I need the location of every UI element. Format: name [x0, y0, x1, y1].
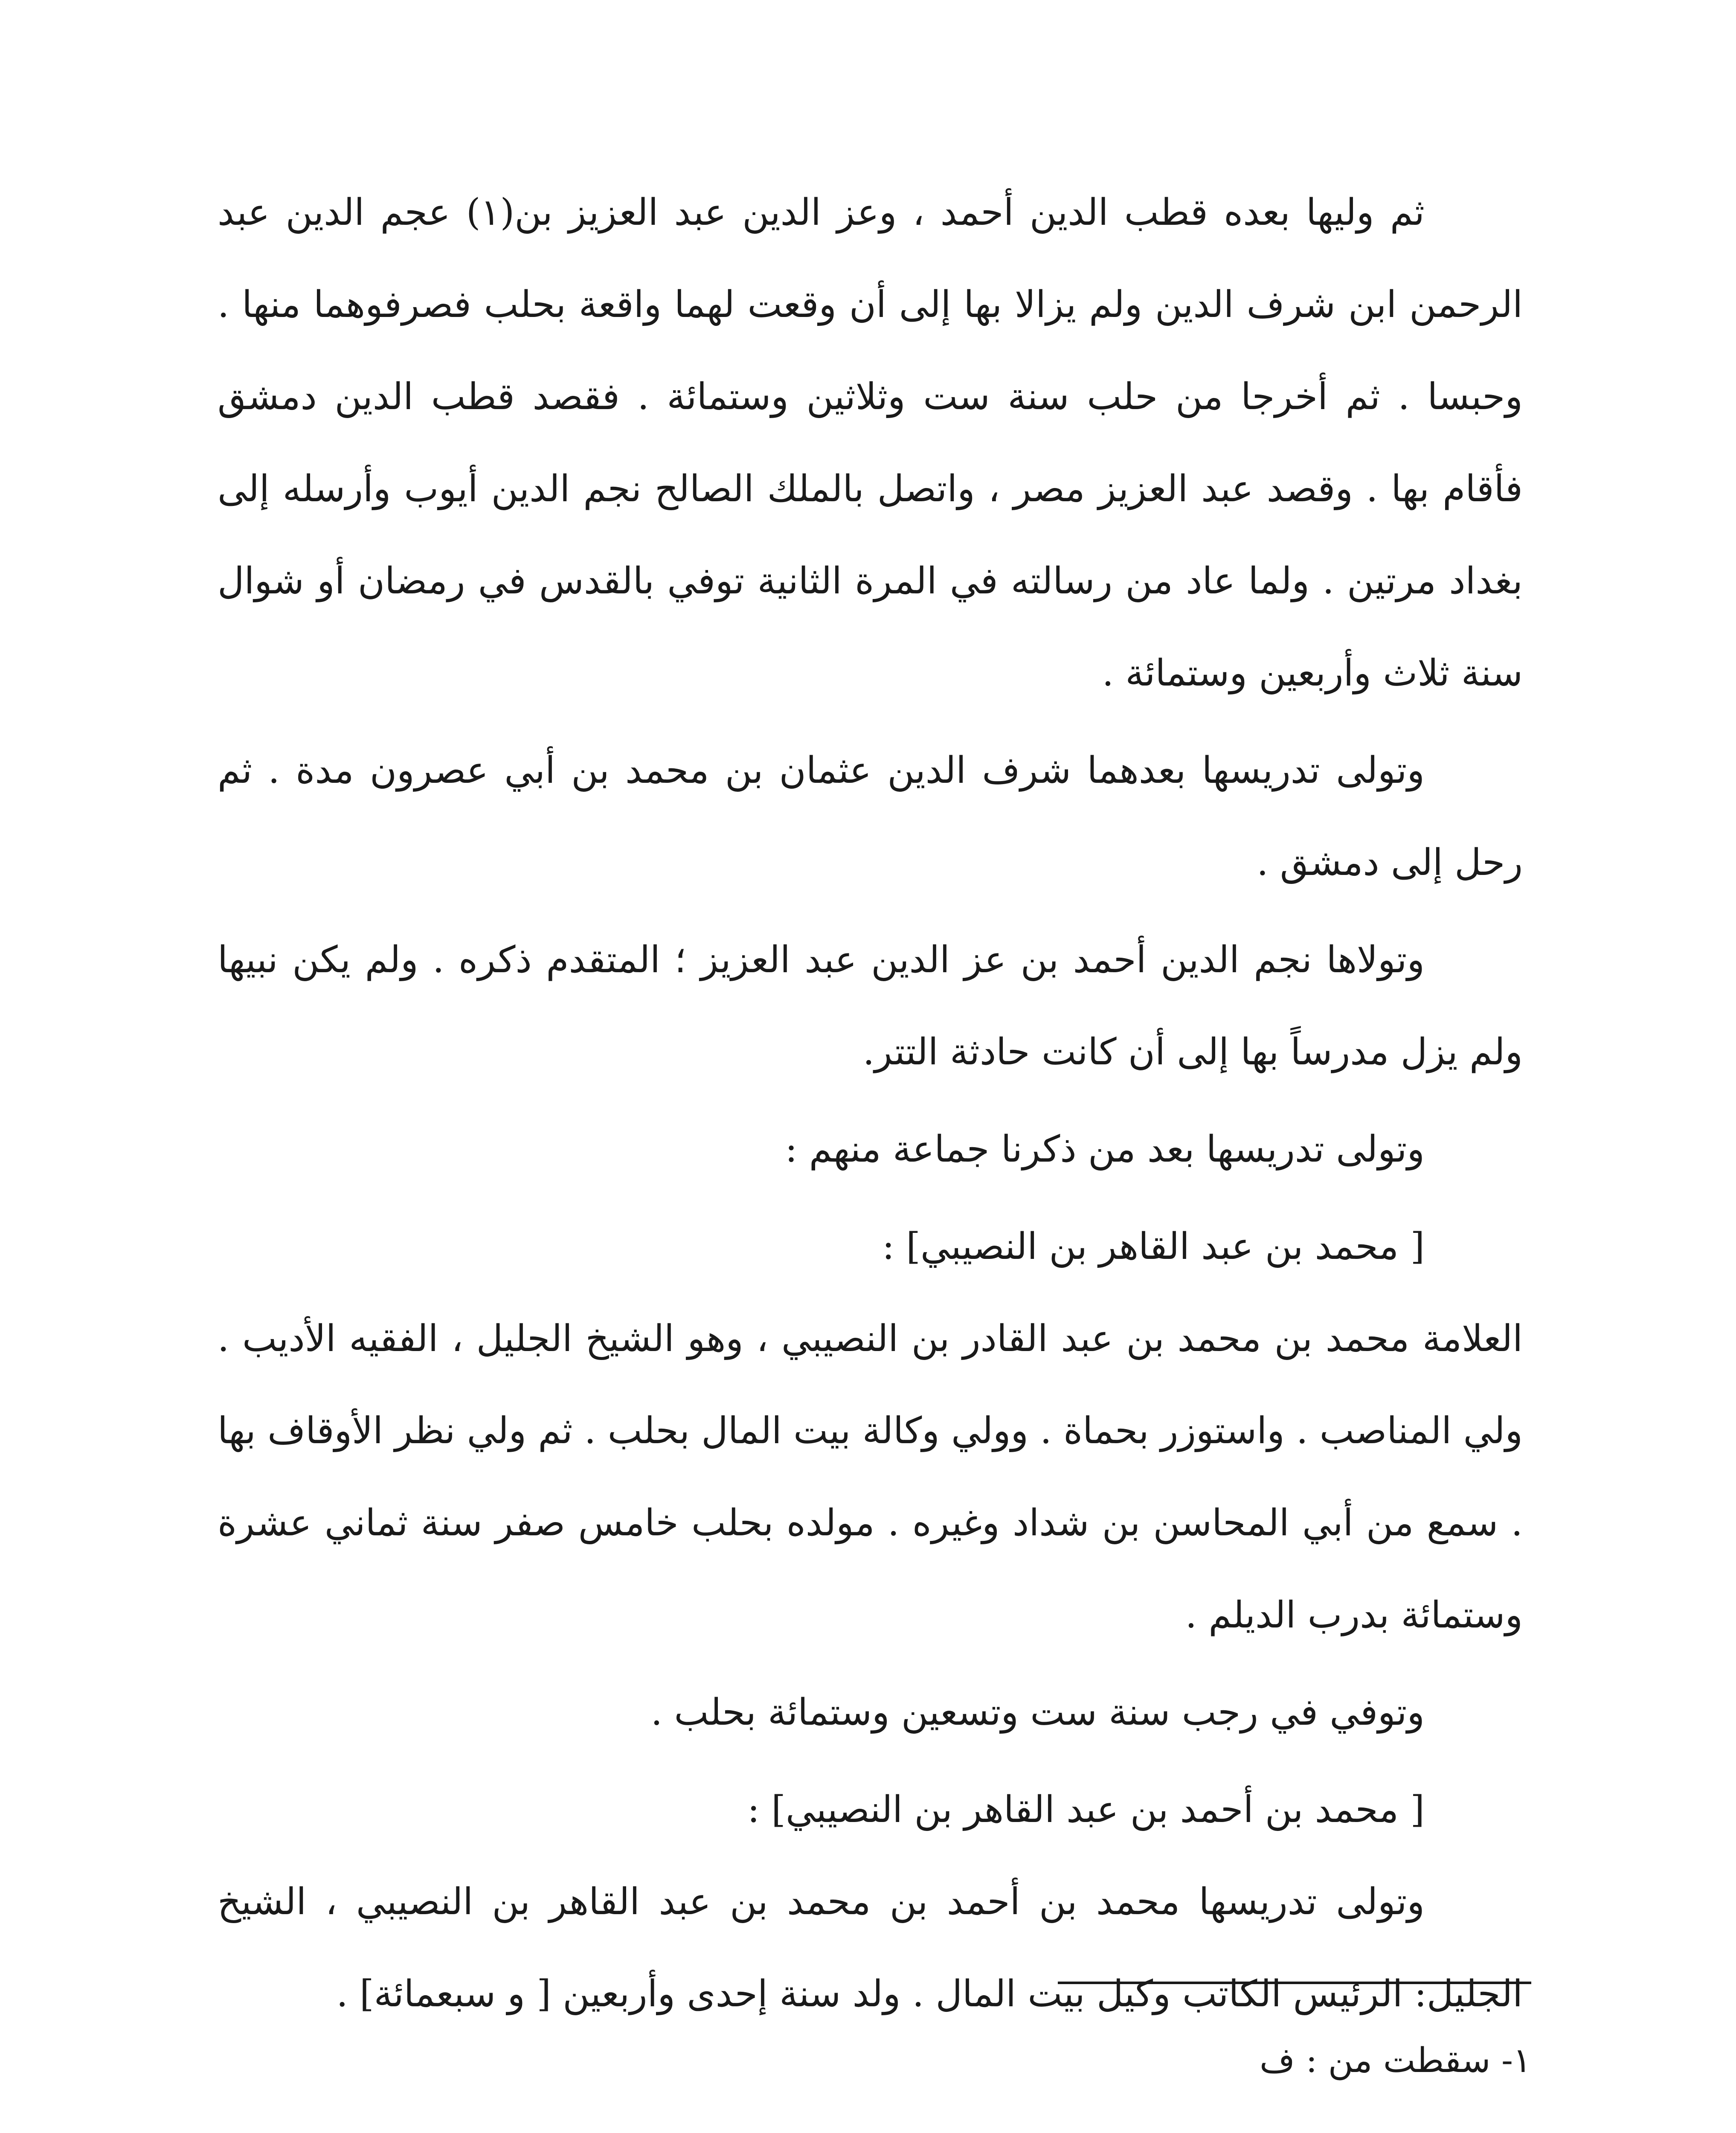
section-heading-2: [ محمد بن أحمد بن عبد القاهر بن النصيبي] :: [747, 1788, 1425, 1831]
paragraph-3: وتولاها نجم الدين أحمد بن عز الدين عبد العزيز ؛ المتقدم ذكره . ولم يكن نبيها ولم يزل مدرساً بها إلى أن كانت حادثة التتر.: [218, 939, 1523, 1073]
footnote: ١- سقطت من : ف: [1259, 2040, 1531, 2080]
paragraph-7: وتولى تدريسها محمد بن أحمد بن محمد بن عبد القاهر بن النصيبي ، الشيخ الجليل: الرئيس الكاتب وكيل بيت المال . ولد سنة إحدى وأربعين [ و سبعمائة] .: [218, 1880, 1523, 2015]
footnote-divider: [1058, 1982, 1531, 1984]
section-heading-1: [ محمد بن عبد القاهر بن النصيبي] :: [882, 1225, 1425, 1268]
paragraph-5: العلامة محمد بن محمد بن عبد القادر بن النصيبي ، وهو الشيخ الجليل ، الفقيه الأديب . ولي المناصب . واستوزر بحماة . وولي وكالة بيت المال بحلب . ثم ولي نظر الأوقاف بها . سمع من أبي المحاسن بن شداد وغيره . مولده بحلب خامس صفر سنة ثماني عشرة وستمائة بدرب الديلم .: [218, 1317, 1523, 1636]
main-text: [218, 166, 1523, 2045]
paragraph-1: ثم وليها بعده قطب الدين أحمد ، وعز الدين عبد العزيز بن(١) عجم الدين عبد الرحمن ابن شرف الدين ولم يزالا بها إلى أن وقعت لهما واقعة بحلب فصرفوهما منها . وحبسا . ثم أخرجا من حلب سنة ست وثلاثين وستمائة . فقصد قطب الدين دمشق فأقام بها . وقصد عبد العزيز مصر ، واتصل بالملك الصالح نجم الدين أيوب وأرسله إلى بغداد مرتين . ولما عاد من رسالته في المرة الثانية توفي بالقدس في رمضان أو شوال سنة ثلاث وأربعين وستمائة .: [218, 191, 1523, 695]
paragraph-2: وتولى تدريسها بعدهما شرف الدين عثمان بن محمد بن أبي عصرون مدة . ثم رحل إلى دمشق .: [218, 749, 1523, 884]
paragraph-4: وتولى تدريسها بعد من ذكرنا جماعة منهم :: [785, 1128, 1425, 1171]
paragraph-6: وتوفي في رجب سنة ست وتسعين وستمائة بحلب .: [650, 1691, 1425, 1734]
